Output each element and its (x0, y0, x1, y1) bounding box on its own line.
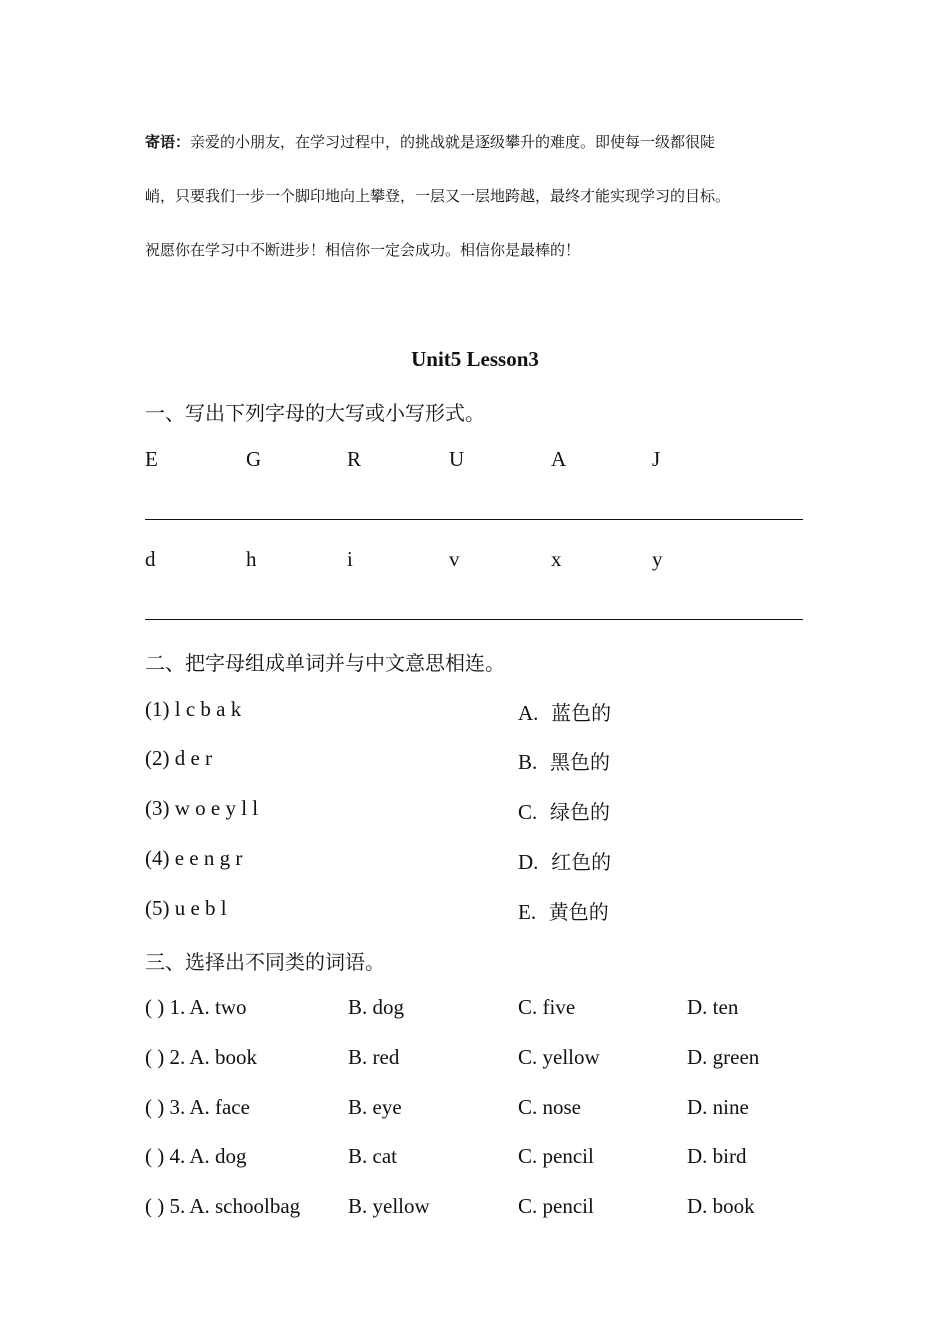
answer-line-2[interactable] (145, 619, 803, 620)
choice-b: B. dog (348, 995, 405, 1019)
intro-line-2: 峭，只要我们一步一个脚印地向上攀登，一层又一层地跨越，最终才能实现学习的目标。 (145, 187, 731, 205)
choice-d: D. nine (687, 1095, 749, 1119)
letter: d (145, 547, 156, 571)
choice-b: B. cat (348, 1144, 397, 1168)
choice-d: D. bird (687, 1144, 747, 1168)
meaning-option (518, 697, 611, 726)
letter: y (652, 547, 663, 571)
intro-text-1: 亲爱的小朋友，在学习过程中，的挑战就是逐级攀升的难度。即使每一级都很陡 (190, 133, 716, 151)
choice-b: B. yellow (348, 1194, 430, 1218)
option-text: 蓝色的 (551, 701, 612, 725)
section1-heading: 一、写出下列字母的大写或小写形式。 (145, 401, 485, 425)
choice-d: D. green (687, 1045, 760, 1069)
letter: i (347, 547, 353, 571)
choice-b: B. red (348, 1045, 400, 1069)
scrambled-word: (4) e e n g r (145, 846, 243, 870)
option-label: B. (518, 750, 538, 774)
scrambled-word: (1) l c b a k (145, 697, 242, 721)
question-stem: ( ) 2. A. book (145, 1045, 257, 1069)
letter: A (551, 447, 567, 471)
option-text: 黑色的 (549, 750, 610, 774)
option-label: A. (518, 701, 539, 725)
choice-c: C. five (518, 995, 576, 1019)
option-label: C. (518, 800, 538, 824)
choice-b: B. eye (348, 1095, 402, 1119)
meaning-option (518, 746, 610, 775)
intro-label: 寄语： (145, 133, 191, 151)
section3-heading: 三、选择出不同类的词语。 (145, 950, 385, 974)
option-label: D. (518, 850, 539, 874)
meaning-option (518, 896, 609, 925)
letter: v (449, 547, 460, 571)
question-stem: ( ) 3. A. face (145, 1095, 250, 1119)
option-text: 红色的 (551, 850, 612, 874)
letter: U (449, 447, 465, 471)
section2-heading: 二、把字母组成单词并与中文意思相连。 (145, 651, 505, 675)
choice-c: C. pencil (518, 1144, 594, 1168)
option-text: 绿色的 (549, 800, 610, 824)
scrambled-word: (5) u e b l (145, 896, 227, 920)
choice-d: D. ten (687, 995, 739, 1019)
meaning-option (518, 796, 610, 825)
choice-c: C. yellow (518, 1045, 600, 1069)
letter: J (652, 447, 661, 471)
scrambled-word: (2) d e r (145, 746, 213, 770)
letter: E (145, 447, 158, 471)
page-title: Unit5 Lesson3 (411, 347, 539, 371)
letter: h (246, 547, 257, 571)
letter: x (551, 547, 562, 571)
meaning-option (518, 846, 611, 875)
choice-c: C. pencil (518, 1194, 594, 1218)
question-stem: ( ) 1. A. two (145, 995, 247, 1019)
question-stem: ( ) 5. A. schoolbag (145, 1194, 301, 1218)
intro-line-1 (145, 135, 715, 150)
letter: G (246, 447, 262, 471)
scrambled-word: (3) w o e y l l (145, 796, 259, 820)
option-label: E. (518, 900, 537, 924)
choice-d: D. book (687, 1194, 755, 1218)
option-text: 黄色的 (548, 900, 609, 924)
intro-line-3: 祝愿你在学习中不断进步！相信你一定会成功。相信你是最棒的！ (145, 241, 581, 259)
answer-line-1[interactable] (145, 519, 803, 520)
question-stem: ( ) 4. A. dog (145, 1144, 247, 1168)
letter: R (347, 447, 362, 471)
choice-c: C. nose (518, 1095, 581, 1119)
